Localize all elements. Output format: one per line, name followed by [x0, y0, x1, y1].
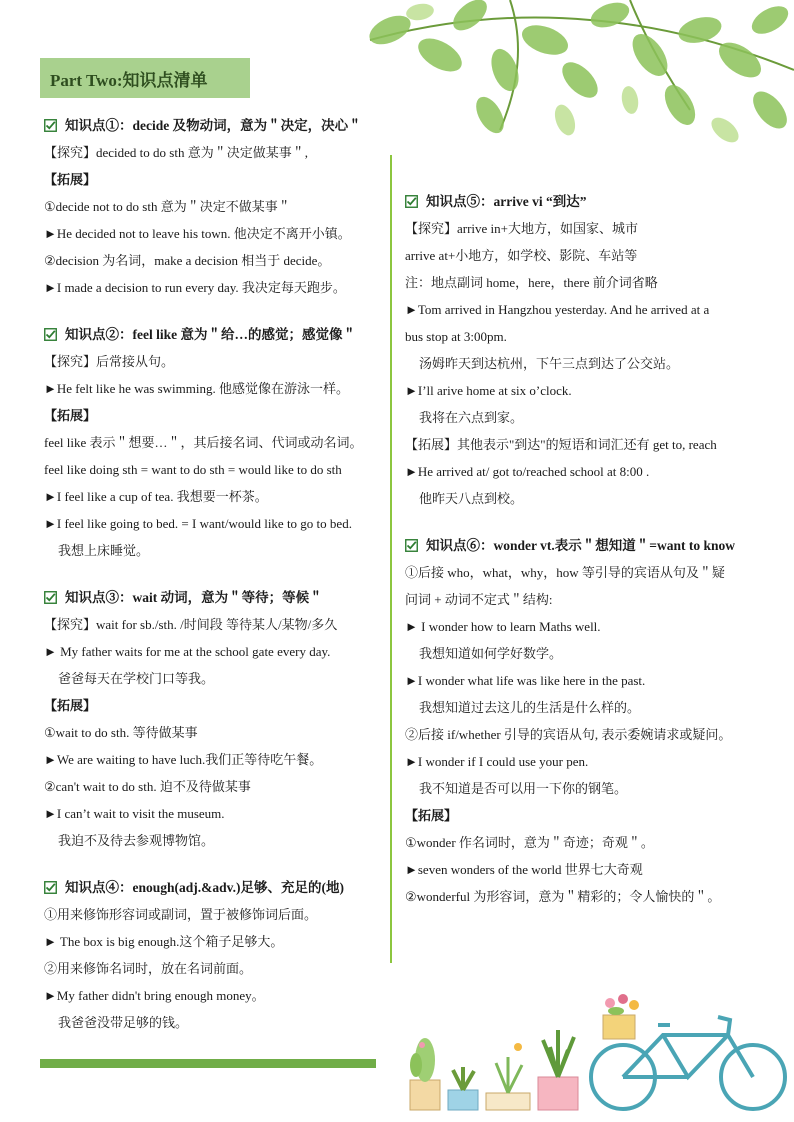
text-line	[405, 883, 765, 910]
text-line	[405, 431, 765, 458]
text-line	[405, 856, 765, 883]
line-text: ►I wonder if I could use your pen.	[405, 754, 589, 769]
line-text: ► The box is big enough.这个箱子足够大。	[44, 934, 284, 949]
right-column	[405, 188, 765, 910]
text-line	[44, 955, 386, 982]
subheading-text: 【拓展】	[44, 408, 97, 423]
checkbox-checked-icon	[44, 328, 57, 341]
line-text: 问词 + 动词不定式＂结构:	[405, 592, 553, 607]
text-line	[44, 247, 386, 274]
text-line	[405, 377, 765, 404]
translation-line	[44, 537, 386, 564]
translation-text: 我爸爸没带足够的钱。	[58, 1015, 189, 1030]
text-line	[44, 901, 386, 928]
line-text: ►My father didn't bring enough money。	[44, 988, 265, 1003]
text-line	[405, 269, 765, 296]
line-text: ►I feel like going to bed. = I want/would like to go to bed.	[44, 516, 352, 531]
line-text: ①wait to do sth. 等待做某事	[44, 725, 198, 740]
subheading	[44, 692, 386, 719]
translation-text: 我不知道是否可以用一下你的钢笔。	[419, 781, 628, 796]
plants-bicycle-decoration	[408, 985, 794, 1115]
section-heading	[44, 874, 386, 901]
section-spacer	[44, 854, 386, 874]
line-text: ②can't wait to do sth. 迫不及待做某事	[44, 779, 251, 794]
line-text: 【拓展】其他表示"到达"的短语和词汇还有 get to, reach	[405, 437, 717, 452]
section-heading-text: 知识点①：decide 及物动词，意为＂决定，决心＂	[65, 118, 362, 133]
line-text: ►He decided not to leave his town. 他决定不离开小镇。	[44, 226, 351, 241]
line-text: ►I wonder what life was like here in the past.	[405, 673, 646, 688]
section-spacer	[405, 512, 765, 532]
line-text: 【探究】arrive in+大地方，如国家、城市	[405, 221, 639, 236]
subheading-text: 【拓展】	[44, 698, 97, 713]
section-heading-text: 知识点④：enough(adj.&adv.)足够、充足的(地)	[65, 880, 345, 895]
text-line	[44, 456, 386, 483]
leaves-decoration	[330, 0, 794, 150]
section-heading	[405, 532, 765, 559]
translation-text: 汤姆昨天到达杭州，下午三点到达了公交站。	[419, 356, 680, 371]
translation-text: 我迫不及待去参观博物馆。	[58, 833, 215, 848]
checkbox-checked-icon	[44, 881, 57, 894]
text-line	[44, 510, 386, 537]
line-text: ①后接 who，what，why，how 等引导的宾语从句及＂疑	[405, 565, 725, 580]
section-spacer	[44, 301, 386, 321]
text-line	[44, 611, 386, 638]
text-line	[405, 215, 765, 242]
text-line	[44, 719, 386, 746]
line-text: feel like doing sth = want to do sth = would like to do sth	[44, 462, 342, 477]
text-line	[405, 242, 765, 269]
bottom-divider	[40, 1059, 376, 1068]
line-text: ②wonderful 为形容词，意为＂精彩的；令人愉快的＂。	[405, 889, 721, 904]
text-line	[405, 613, 765, 640]
line-text: ①decide not to do sth 意为＂决定不做某事＂	[44, 199, 291, 214]
translation-line	[405, 404, 765, 431]
line-text: ►Tom arrived in Hangzhou yesterday. And he arrived at a	[405, 302, 710, 317]
section-heading	[44, 584, 386, 611]
text-line	[44, 638, 386, 665]
checkbox-checked-icon	[44, 119, 57, 132]
line-text: ①用来修饰形容词或副词，置于被修饰词后面。	[44, 907, 318, 922]
line-text: 【探究】wait for sb./sth. /时间段 等待某人/某物/多久	[44, 617, 338, 632]
translation-line	[44, 665, 386, 692]
section-heading-text: 知识点⑥：wonder vt.表示＂想知道＂=want to know	[426, 538, 735, 553]
text-line	[44, 139, 386, 166]
subheading	[44, 166, 386, 193]
translation-text: 我想知道如何学好数学。	[419, 646, 563, 661]
text-line	[44, 928, 386, 955]
checkbox-checked-icon	[405, 539, 418, 552]
text-line	[405, 296, 765, 323]
translation-line	[44, 1009, 386, 1036]
section-heading-text: 知识点③：wait 动词，意为＂等待；等候＂	[65, 590, 323, 605]
translation-text: 爸爸每天在学校门口等我。	[58, 671, 215, 686]
subheading-text: 【拓展】	[405, 808, 458, 823]
line-text: ►I feel like a cup of tea. 我想要一杯茶。	[44, 489, 268, 504]
page-title: Part Two:知识点清单	[40, 58, 250, 98]
subheading-text: 【拓展】	[44, 172, 97, 187]
line-text: ► My father waits for me at the school gate every day.	[44, 644, 331, 659]
line-text: ► I wonder how to learn Maths well.	[405, 619, 601, 634]
column-divider	[390, 155, 392, 963]
line-text: ►He arrived at/ got to/reached school at 8:00 .	[405, 464, 650, 479]
section-spacer	[44, 564, 386, 584]
text-line	[44, 274, 386, 301]
line-text: ►We are waiting to have luch.我们正等待吃午餐。	[44, 752, 323, 767]
line-text: ►I can’t wait to visit the museum.	[44, 806, 225, 821]
text-line	[405, 667, 765, 694]
translation-text: 我想知道过去这儿的生活是什么样的。	[419, 700, 641, 715]
line-text: ②decision 为名词，make a decision 相当于 decide。	[44, 253, 331, 268]
left-column	[44, 112, 386, 1036]
section-heading-text: 知识点⑤：arrive vi “到达”	[426, 194, 587, 209]
line-text: 【探究】decided to do sth 意为＂决定做某事＂,	[44, 145, 308, 160]
text-line	[44, 746, 386, 773]
text-line	[405, 829, 765, 856]
section-heading	[44, 321, 386, 348]
line-text: feel like 表示＂想要…＂，其后接名词、代词或动名词。	[44, 435, 363, 450]
text-line	[405, 323, 765, 350]
checkbox-checked-icon	[44, 591, 57, 604]
line-text: bus stop at 3:00pm.	[405, 329, 507, 344]
translation-line	[405, 350, 765, 377]
text-line	[44, 193, 386, 220]
line-text: ①wonder 作名词时，意为＂奇迹；奇观＂。	[405, 835, 654, 850]
section-heading	[44, 112, 386, 139]
text-line	[405, 748, 765, 775]
translation-text: 他昨天八点到校。	[419, 491, 524, 506]
text-line	[44, 348, 386, 375]
section-heading	[405, 188, 765, 215]
line-text: 【探究】后常接从句。	[44, 354, 175, 369]
text-line	[44, 220, 386, 247]
line-text: arrive at+小地方，如学校、影院、车站等	[405, 248, 638, 263]
line-text: ►I made a decision to run every day. 我决定每天跑步。	[44, 280, 346, 295]
line-text: ②用来修饰名词时，放在名词前面。	[44, 961, 253, 976]
line-text: ②后接 if/whether 引导的宾语从句, 表示委婉请求或疑问。	[405, 727, 732, 742]
translation-line	[405, 775, 765, 802]
translation-line	[405, 640, 765, 667]
checkbox-checked-icon	[405, 195, 418, 208]
line-text: ►I’ll arive home at six o’clock.	[405, 383, 572, 398]
text-line	[44, 375, 386, 402]
text-line	[44, 800, 386, 827]
subheading	[44, 402, 386, 429]
text-line	[405, 458, 765, 485]
line-text: 注：地点副词 home，here，there 前介词省略	[405, 275, 658, 290]
text-line	[405, 586, 765, 613]
section-heading-text: 知识点②：feel like 意为＂给…的感觉；感觉像＂	[65, 327, 356, 342]
translation-text: 我想上床睡觉。	[58, 543, 150, 558]
text-line	[405, 559, 765, 586]
text-line	[44, 773, 386, 800]
translation-line	[44, 827, 386, 854]
translation-text: 我将在六点到家。	[419, 410, 524, 425]
text-line	[44, 982, 386, 1009]
subheading	[405, 802, 765, 829]
line-text: ►He felt like he was swimming. 他感觉像在游泳一样。	[44, 381, 349, 396]
text-line	[44, 429, 386, 456]
text-line	[405, 721, 765, 748]
translation-line	[405, 694, 765, 721]
text-line	[44, 483, 386, 510]
line-text: ►seven wonders of the world 世界七大奇观	[405, 862, 643, 877]
translation-line	[405, 485, 765, 512]
